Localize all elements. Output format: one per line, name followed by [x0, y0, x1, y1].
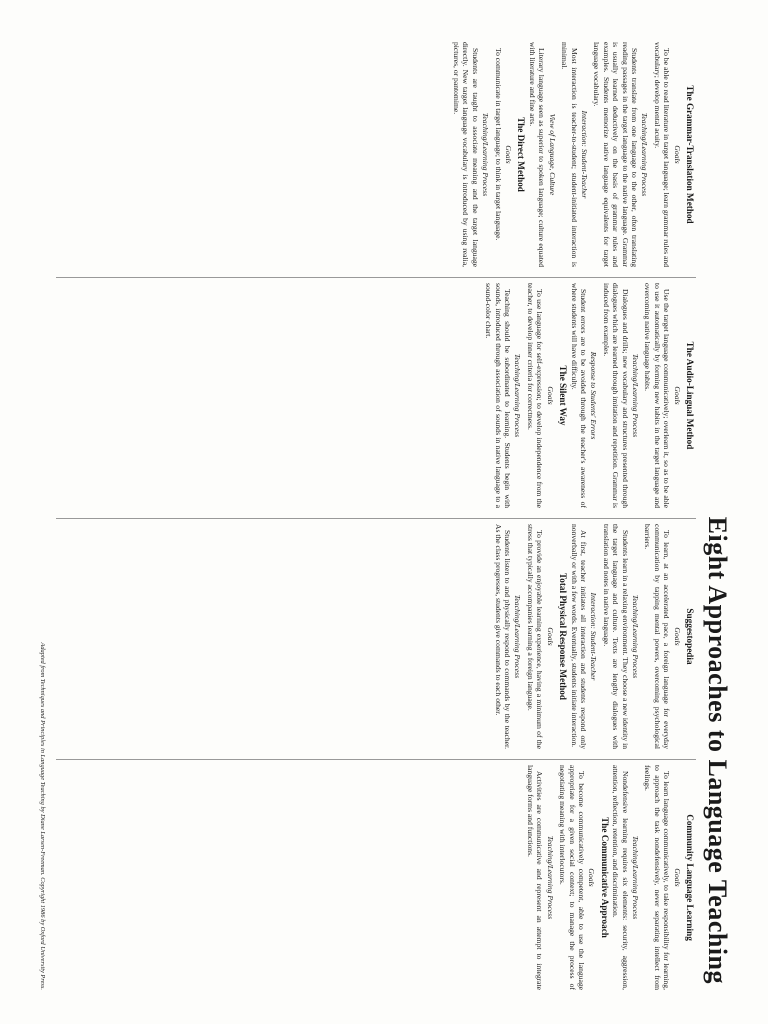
body-paragraph: Teaching should be subordinated to learning. Students begin with sounds, introduced through association of sounds in native language to a sound-color chart.: [484, 283, 513, 508]
body-paragraph: Students are taught to associate meaning and the target language directly. New target language vocabulary is introduced by using realia, pictures, or pantomime.: [452, 42, 480, 267]
method-heading: Total Physical Response Method: [558, 572, 569, 701]
body-paragraph: Nondefensive learning requires six elements: security, aggression, attention, reflection, retention, and discrimination.: [611, 765, 630, 990]
body-paragraph: To learn, at an accelerated pace, a foreign language for everyday communication by tapping mental powers, overcoming psychological barriers.: [643, 524, 672, 749]
method-heading: The Silent Way: [558, 365, 569, 426]
text-column: [56, 42, 696, 267]
subsection-heading: Response to Students' Errors: [589, 351, 599, 440]
body-paragraph: At first, teacher initiates all interaction and students respond only nonverbally or with a few words. Eventually, students initiate interaction.: [569, 524, 588, 749]
rotated-content: [20, 42, 734, 990]
subsection-heading: Teaching/Learning Process: [630, 353, 640, 438]
subsection-heading: Goals: [672, 145, 682, 164]
body-paragraph: Use the target language communicatively; overlearn it, so as to be able to use it automatically by forming new habits in the target language and overcoming native language habits.: [643, 283, 672, 508]
body-paragraph: To use language for self-expression; to develop independence from the teacher, to develop inner criteria for correctness.: [525, 283, 545, 508]
method-heading: The Direct Method: [516, 117, 527, 192]
body-paragraph: Most interaction is teacher-to-student; student-initiated interaction is minimal.: [560, 42, 579, 267]
subsection-heading: Goals: [545, 386, 555, 405]
subsection-heading: Interaction: Student-Teacher: [579, 110, 589, 199]
body-paragraph: Activities are communicative and represent an attempt to integrate language forms and functions.: [525, 765, 545, 990]
text-column: [56, 277, 696, 508]
subsection-heading: Teaching/Learning Process: [513, 353, 523, 438]
source-footer: Adapted from Techniques and Principles in Language Teaching by Diane Larsen-Freeman. Copyright 1986 by Oxford University Press.: [39, 642, 46, 990]
body-paragraph: Students learn in a relaxing environment. They choose a new identity in the target language and culture. Texts are lengthy dialogues with translation and notes in native language.: [601, 524, 630, 749]
body-paragraph: To provide an enjoyable learning experience, having a minimum of the stress that typically accompanies learning a foreign language.: [525, 524, 545, 749]
subsection-heading: View of Language, Culture: [547, 113, 557, 196]
subsection-heading: Goals: [672, 386, 682, 405]
method-heading: The Audio-Lingual Method: [685, 341, 695, 450]
method-heading: The Grammar-Translation Method: [685, 85, 695, 224]
text-column: [56, 518, 696, 749]
method-heading: Suggestopedia: [685, 608, 695, 665]
subsection-heading: Teaching/Learning Process: [630, 835, 640, 920]
body-paragraph: Students listen to and physically respond to commands by the teacher. As the class progresses, students give commands to each other.: [493, 524, 513, 749]
body-paragraph: Student errors are to be avoided through the teacher's awareness of where students will have difficulty.: [569, 283, 588, 508]
body-paragraph: Dialogues and drills; new vocabulary and structures presented through dialogues which are learned through imitation and repetition. Grammar is induced from examples.: [601, 283, 630, 508]
column-container: [56, 42, 696, 990]
body-paragraph: Students translate from one language to the other, often translating reading passages in the target language to the native language. Grammar is usually learned deductively on the basis of grammar rules and examples. Students memorize native language equivalents for target language vocabulary.: [592, 42, 639, 267]
body-paragraph: To communicate in target language; to think in target language.: [493, 48, 503, 241]
subsection-heading: Goals: [672, 627, 682, 646]
subsection-heading: Goals: [672, 868, 682, 887]
subsection-heading: Teaching/Learning Process: [630, 594, 640, 679]
body-paragraph: To be able to read literature in target language; learn grammar rules and vocabulary; develop mental acuity.: [652, 42, 672, 267]
body-paragraph: Literary language seen as superior to spoken language; culture equated with literature and fine arts.: [527, 42, 547, 267]
subsection-heading: Teaching/Learning Process: [545, 835, 555, 920]
subsection-heading: Teaching/Learning Process: [481, 112, 491, 197]
subsection-heading: Teaching/Learning Process: [640, 112, 650, 197]
subsection-heading: Goals: [587, 868, 597, 887]
subsection-heading: Interaction: Student-Teacher: [589, 592, 599, 681]
text-column: [56, 759, 696, 990]
body-paragraph: To become communicatively competent, able to use the language appropriate for a given social context; to manage the process of negotiating meaning with interlocutors.: [558, 765, 586, 990]
subsection-heading: Goals: [545, 627, 555, 646]
method-heading: The Communicative Approach: [599, 817, 610, 938]
subsection-heading: Goals: [504, 145, 514, 164]
subsection-heading: Teaching/Learning Process: [513, 594, 523, 679]
method-heading: Community Language Learning: [685, 814, 695, 941]
page-title: Eight Approaches to Language Teaching: [703, 516, 732, 984]
body-paragraph: To learn language communicatively, to take responsibility for learning, to approach the task nondefensively, never separating intellect from feelings.: [643, 765, 672, 990]
